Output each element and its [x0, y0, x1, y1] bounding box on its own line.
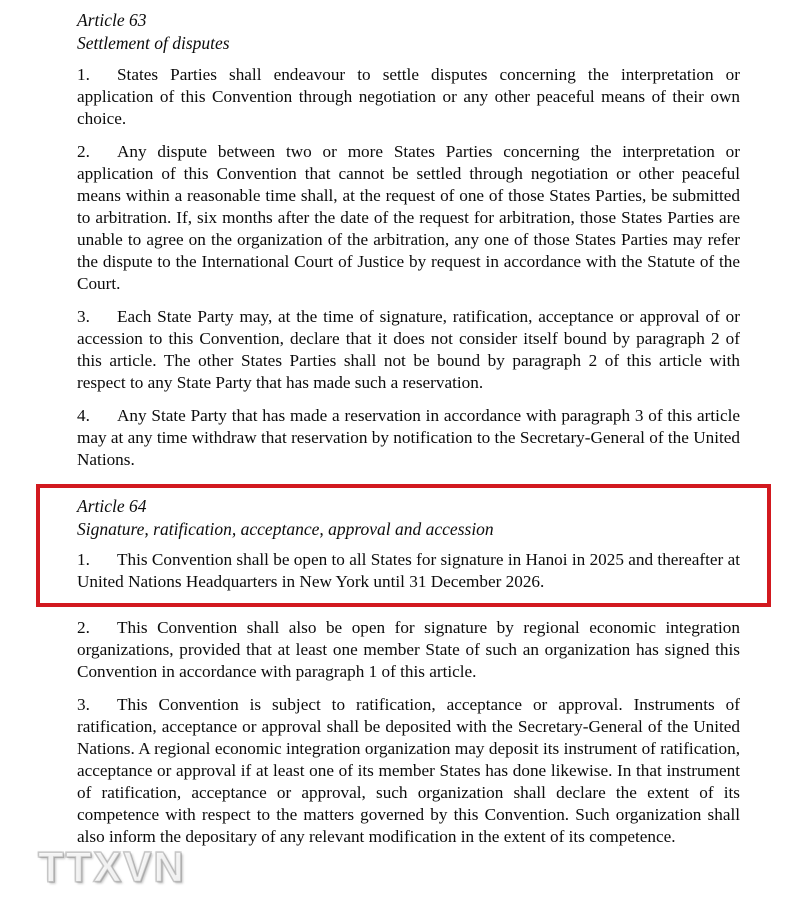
article-64-heading [77, 495, 740, 541]
paragraph-number: 1. [77, 550, 90, 569]
paragraph-number: 2. [77, 142, 90, 161]
paragraph-number: 3. [77, 695, 90, 714]
paragraph-number: 4. [77, 406, 90, 425]
article-63-heading [77, 9, 740, 55]
paragraph-text: Any dispute between two or more States Parties concerning the interpretation or application of this Convention that cannot be settled through negotiation or other peaceful means within a reasonable time shall, at the request of one of those States Parties, be submitted to arbitration. If, six months after the date of the request for arbitration, those States Parties are unable to agree on the organization of the arbitration, any one of those States Parties may refer the dispute to the International Court of Justice by request in accordance with the Statute of the Court. [77, 142, 740, 293]
paragraph-text: Each State Party may, at the time of signature, ratification, acceptance or approval of or accession to this Convention, declare that it does not consider itself bound by paragraph 2 of this article. The other States Parties shall not be bound by paragraph 2 of this article with respect to any State Party that has made such a reservation. [77, 307, 740, 392]
red-highlight-box [36, 484, 771, 607]
article-64-title: Signature, ratification, acceptance, approval and accession [77, 519, 494, 539]
article-63-title: Settlement of disputes [77, 33, 230, 53]
paragraph-text: This Convention shall also be open for signature by regional economic integration organizations, provided that at least one member State of such an organization has signed this Convention in accordance with paragraph 1 of this article. [77, 618, 740, 681]
article-63-section [77, 9, 740, 471]
article-63-paragraph-1 [77, 64, 740, 130]
article-64-paragraph-2 [77, 617, 740, 683]
paragraph-text: This Convention is subject to ratification, acceptance or approval. Instruments of ratification, acceptance or approval shall be deposited with the Secretary-General of the United Nations. A regional economic integration organization may deposit its instrument of ratification, acceptance or approval if at least one of its member States has done likewise. In that instrument of ratification, acceptance or approval, such organization shall declare the extent of its competence with respect to the matters governed by this Convention. Such organization shall also inform the depositary of any relevant modification in the extent of its competence. [77, 695, 740, 846]
article-64-number: Article 64 [77, 496, 147, 516]
paragraph-number: 3. [77, 307, 90, 326]
paragraph-number: 1. [77, 65, 90, 84]
article-63-paragraph-3 [77, 306, 740, 394]
ttxvn-watermark: TTXVN [38, 842, 186, 891]
article-63-paragraph-2 [77, 141, 740, 295]
paragraph-text: Any State Party that has made a reservation in accordance with paragraph 3 of this article may at any time withdraw that reservation by notification to the Secretary-General of the United Nations. [77, 406, 740, 469]
article-63-number: Article 63 [77, 10, 147, 30]
article-64-section [77, 617, 740, 848]
paragraph-text: States Parties shall endeavour to settle disputes concerning the interpretation or application of this Convention through negotiation or any other peaceful means of their own choice. [77, 65, 740, 128]
paragraph-text: This Convention shall be open to all States for signature in Hanoi in 2025 and thereafter at United Nations Headquarters in New York until 31 December 2026. [77, 550, 740, 591]
paragraph-number: 2. [77, 618, 90, 637]
article-63-paragraph-4 [77, 405, 740, 471]
article-64-paragraph-3 [77, 694, 740, 848]
article-64-paragraph-1 [77, 549, 740, 593]
